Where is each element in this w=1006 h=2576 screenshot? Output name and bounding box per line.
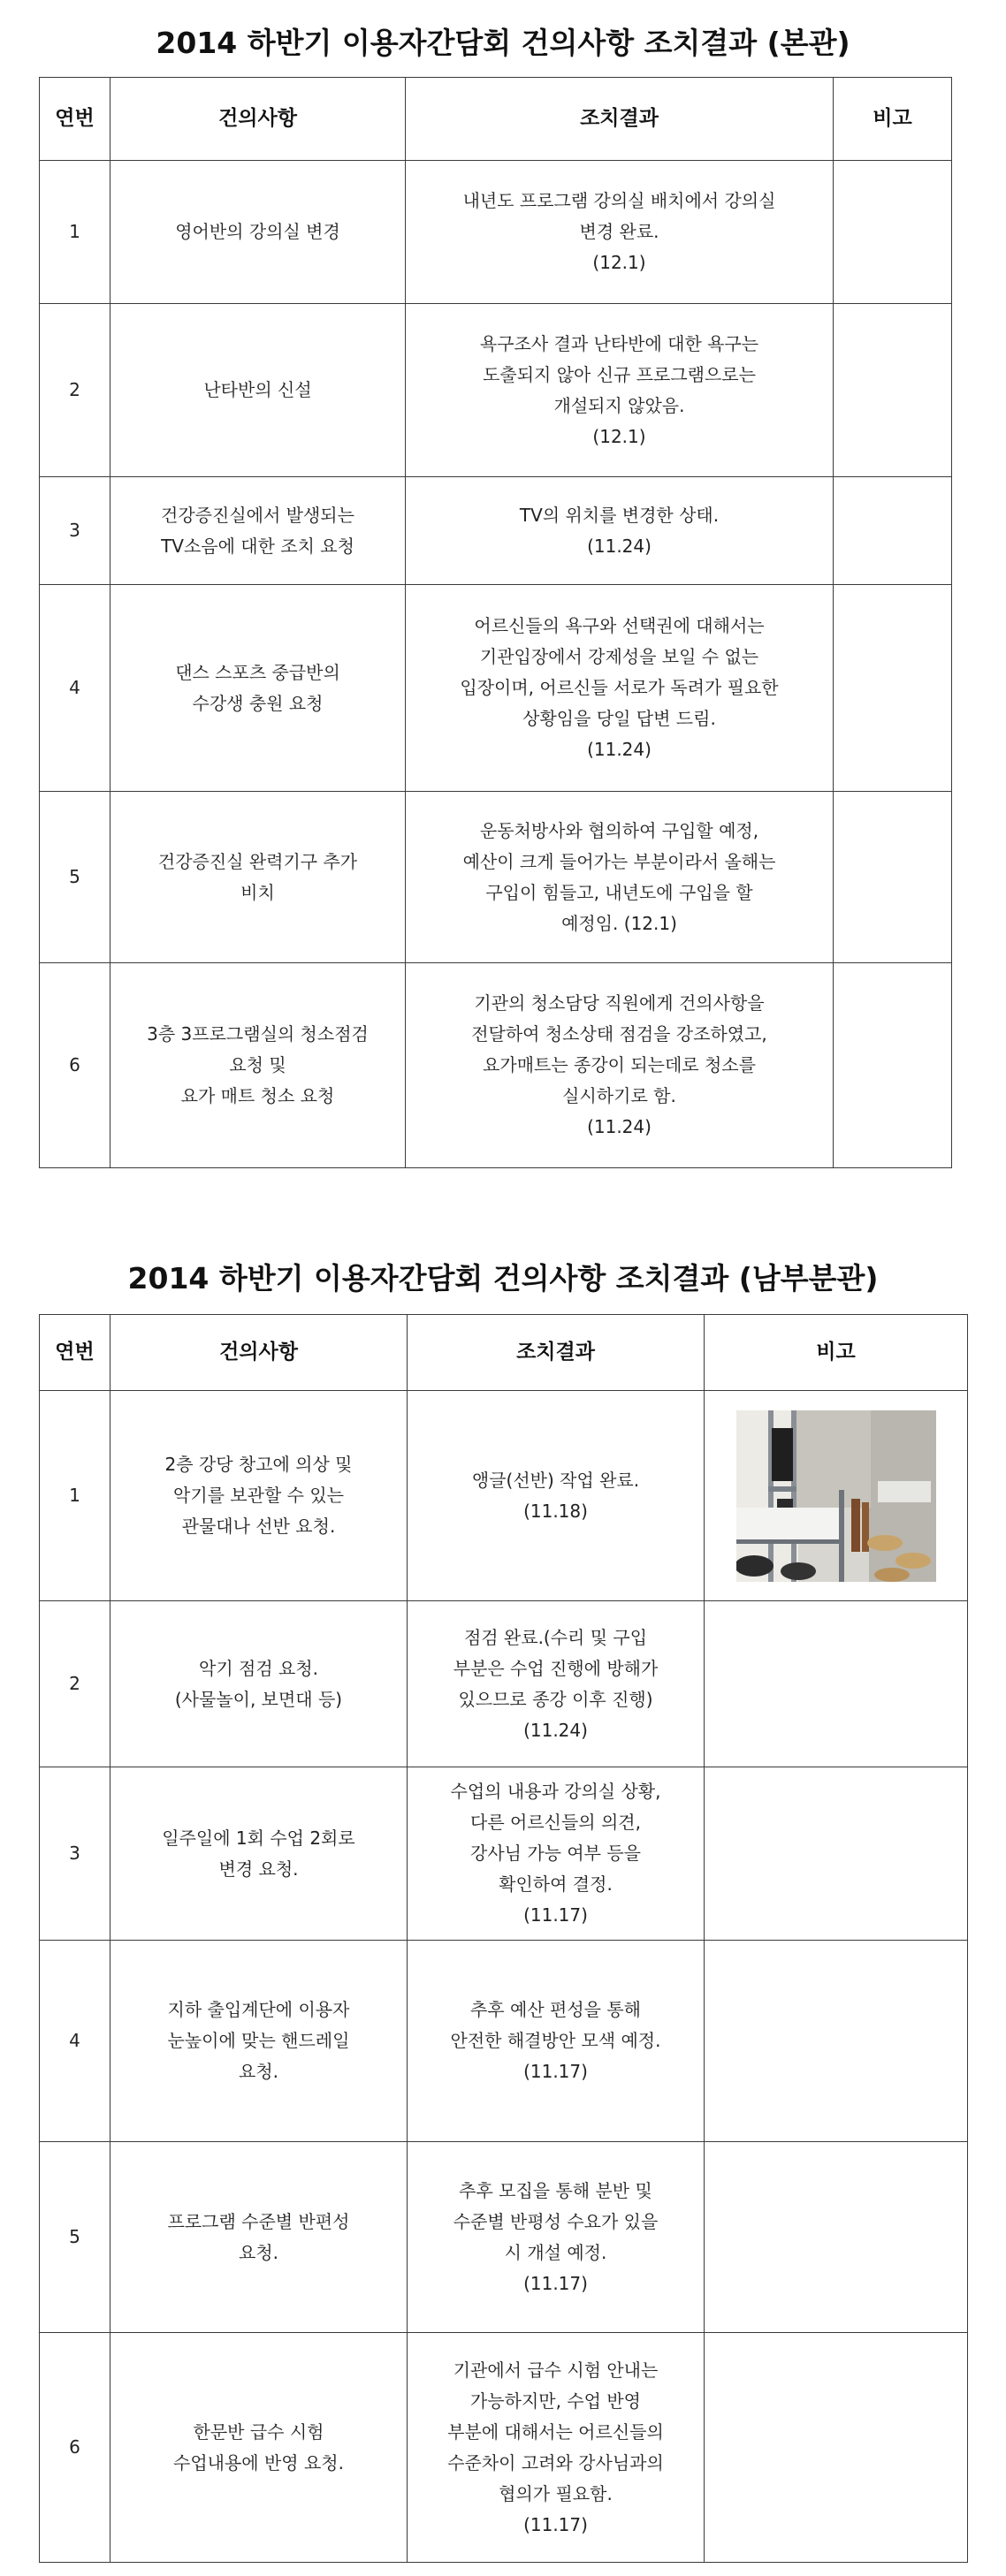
row-note xyxy=(834,161,952,304)
row-request: 2층 강당 창고에 의상 및 악기를 보관할 수 있는 관물대나 선반 요청. xyxy=(111,1391,408,1601)
table-row xyxy=(40,1941,968,2142)
table-row xyxy=(40,585,952,792)
table-main xyxy=(39,77,952,1168)
row-request: 댄스 스포츠 중급반의 수강생 충원 요청 xyxy=(111,585,406,792)
row-request: 난타반의 신설 xyxy=(111,304,406,477)
row-no: 5 xyxy=(40,2142,111,2333)
row-note xyxy=(705,2142,968,2333)
row-request: 건강증진실 완력기구 추가 비치 xyxy=(111,792,406,963)
row-no: 2 xyxy=(40,1601,111,1767)
table-row xyxy=(40,1601,968,1767)
header-no: 연번 xyxy=(40,1315,111,1391)
row-result: 운동처방사와 협의하여 구입할 예정, 예산이 크게 들어가는 부분이라서 올해는 구입이 힘들고, 내년도에 구입을 할 예정임. (12.1) xyxy=(406,792,834,963)
row-no: 5 xyxy=(40,792,111,963)
row-no: 4 xyxy=(40,1941,111,2142)
row-result: 내년도 프로그램 강의실 배치에서 강의실 변경 완료. (12.1) xyxy=(406,161,834,304)
section-title-south: 2014 하반기 이용자간담회 건의사항 조치결과 (남부분관) xyxy=(127,1261,879,1296)
row-no: 1 xyxy=(40,1391,111,1601)
table-row xyxy=(40,963,952,1168)
row-no: 2 xyxy=(40,304,111,477)
row-note xyxy=(834,304,952,477)
row-result: 추후 모집을 통해 분반 및 수준별 반평성 수요가 있을 시 개설 예정. (11.17) xyxy=(408,2142,705,2333)
storage-shelf-photo xyxy=(736,1410,936,1582)
row-result: 어르신들의 욕구와 선택권에 대해서는 기관입장에서 강제성을 보일 수 없는 입장이며, 어르신들 서로가 독려가 필요한 상황임을 당일 답변 드림. (11.24) xyxy=(406,585,834,792)
row-result: 욕구조사 결과 난타반에 대한 욕구는 도출되지 않아 신규 프로그램으로는 개설되지 않았음. (12.1) xyxy=(406,304,834,477)
row-no: 3 xyxy=(40,477,111,585)
header-no: 연번 xyxy=(40,78,111,161)
row-result: 추후 예산 편성을 통해 안전한 해결방안 모색 예정. (11.17) xyxy=(408,1941,705,2142)
row-note xyxy=(834,585,952,792)
row-note xyxy=(705,1767,968,1941)
table-south xyxy=(39,1314,968,2563)
header-result: 조치결과 xyxy=(406,78,834,161)
row-request: 지하 출입계단에 이용자 눈높이에 맞는 핸드레일 요청. xyxy=(111,1941,408,2142)
row-note xyxy=(705,1941,968,2142)
row-note xyxy=(834,477,952,585)
row-no: 6 xyxy=(40,963,111,1168)
header-note: 비고 xyxy=(834,78,952,161)
header-result: 조치결과 xyxy=(408,1315,705,1391)
row-result: 수업의 내용과 강의실 상황, 다른 어르신들의 의견, 강사님 가능 여부 등을 확인하여 결정. (11.17) xyxy=(408,1767,705,1941)
table-row xyxy=(40,477,952,585)
row-no: 6 xyxy=(40,2333,111,2563)
row-request: 3층 3프로그램실의 청소점검 요청 및 요가 매트 청소 요청 xyxy=(111,963,406,1168)
row-note xyxy=(705,1391,968,1601)
table-row xyxy=(40,2142,968,2333)
row-no: 1 xyxy=(40,161,111,304)
row-no: 4 xyxy=(40,585,111,792)
row-note xyxy=(705,1601,968,1767)
row-result: 앵글(선반) 작업 완료. (11.18) xyxy=(408,1391,705,1601)
row-no: 3 xyxy=(40,1767,111,1941)
table-row xyxy=(40,2333,968,2563)
row-request: 건강증진실에서 발생되는 TV소음에 대한 조치 요청 xyxy=(111,477,406,585)
row-request: 영어반의 강의실 변경 xyxy=(111,161,406,304)
row-request: 프로그램 수준별 반편성 요청. xyxy=(111,2142,408,2333)
table-row xyxy=(40,1391,968,1601)
row-note xyxy=(834,963,952,1168)
row-result: TV의 위치를 변경한 상태. (11.24) xyxy=(406,477,834,585)
table-row xyxy=(40,1767,968,1941)
row-request: 일주일에 1회 수업 2회로 변경 요청. xyxy=(111,1767,408,1941)
table-row xyxy=(40,304,952,477)
row-request: 악기 점검 요청. (사물놀이, 보면대 등) xyxy=(111,1601,408,1767)
row-result: 기관에서 급수 시험 안내는 가능하지만, 수업 반영 부분에 대해서는 어르신들의 수준차이 고려와 강사님과의 협의가 필요함. (11.17) xyxy=(408,2333,705,2563)
row-note xyxy=(705,2333,968,2563)
row-result: 점검 완료.(수리 및 구입 부분은 수업 진행에 방해가 있으므로 종강 이후 진행) (11.24) xyxy=(408,1601,705,1767)
table-row xyxy=(40,792,952,963)
header-request: 건의사항 xyxy=(111,78,406,161)
header-note: 비고 xyxy=(705,1315,968,1391)
table-row xyxy=(40,161,952,304)
header-request: 건의사항 xyxy=(111,1315,408,1391)
row-note xyxy=(834,792,952,963)
section-title-main: 2014 하반기 이용자간담회 건의사항 조치결과 (본관) xyxy=(156,26,850,60)
row-request: 한문반 급수 시험 수업내용에 반영 요청. xyxy=(111,2333,408,2563)
row-result: 기관의 청소담당 직원에게 건의사항을 전달하여 청소상태 점검을 강조하였고, 요가매트는 종강이 되는데로 청소를 실시하기로 함. (11.24) xyxy=(406,963,834,1168)
